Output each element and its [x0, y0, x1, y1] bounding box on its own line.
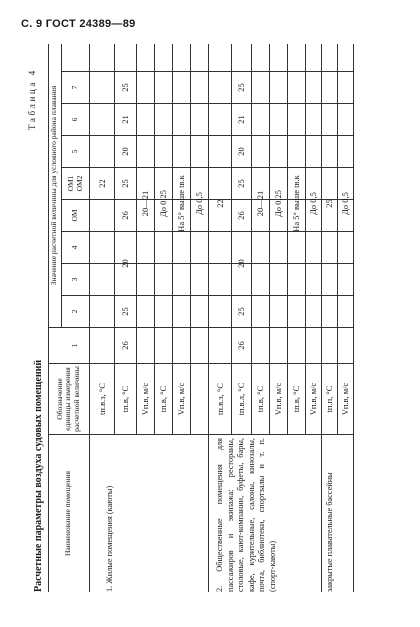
designation-cell: tп.в, °C: [291, 385, 302, 413]
value-span-cell: 22: [214, 199, 225, 208]
table-title: Расчетные параметры воздуха судовых помещений: [33, 359, 44, 592]
value-cell: 26: [236, 341, 247, 350]
designation-cell: tп.в, °C: [255, 385, 266, 413]
designation-cell: Vп.в, м/с: [140, 382, 151, 416]
designation-cell: tп.в, °C: [120, 385, 131, 413]
value-cell: 25: [236, 83, 247, 92]
designation-cell: tп.в.з, °C: [214, 383, 225, 415]
value-cell: 26: [236, 211, 247, 220]
value-cell: 20: [236, 147, 247, 156]
col-header-group: Значение расчетной величины для условного района плавания: [49, 85, 59, 286]
table-bottom-border: [353, 44, 354, 592]
header-bottom-border: [89, 44, 90, 592]
room-name-1: 1. Жилые помещения (каюты): [105, 485, 114, 592]
col-number: 4: [70, 245, 80, 250]
col-number: ОМ1 ОМ2: [66, 175, 84, 192]
rotated-table-block: [25, 40, 355, 600]
value-cell: 25: [120, 307, 131, 316]
value-cell: 25: [120, 83, 131, 92]
page-header: С. 9 ГОСТ 24389—89: [21, 18, 136, 30]
room-name-3: закрытые плавательные бассейны: [325, 472, 334, 592]
value-cell: 26: [120, 211, 131, 220]
col-number: 3: [70, 277, 80, 282]
designation-cell: Vп.в, м/с: [273, 382, 284, 416]
col-number: 2: [70, 309, 80, 314]
value-cell: 26: [120, 341, 131, 350]
value-span-cell: На 5° выше tв.к: [176, 175, 187, 232]
value-cell: 21: [120, 115, 131, 124]
designation-cell: tп.в.л, °C: [236, 382, 247, 416]
col-divider-name: [48, 434, 353, 435]
value-span-cell: До 0,5: [340, 192, 351, 215]
designation-cell: tп.в, °C: [158, 385, 169, 413]
value-span-cell: На 5° выше tв.к: [291, 175, 302, 232]
col-number: 7: [70, 85, 80, 90]
value-span-cell: До 0,5: [194, 192, 205, 215]
value-cell: 22: [96, 179, 107, 188]
value-cell: 20: [236, 259, 247, 268]
col-number: 6: [70, 117, 80, 122]
value-cell: 25: [236, 179, 247, 188]
col-header-name: Наименование помещения: [63, 471, 73, 556]
col-number: ОМ: [70, 209, 80, 222]
designation-cell: Vп.в, м/с: [340, 382, 351, 416]
designation-cell: Vп.в, м/с: [308, 382, 319, 416]
value-cell: 20: [120, 259, 131, 268]
col-header-designation: Обозначение единицы измерения расчетной величины: [55, 366, 81, 432]
col-number: 5: [70, 149, 80, 154]
value-span-cell: 20—21: [255, 190, 266, 217]
designation-cell: tп.п, °C: [324, 385, 335, 413]
value-span-cell: До 0,25: [158, 189, 169, 218]
value-span-cell: До 0,5: [308, 192, 319, 215]
value-span-cell: 25: [324, 199, 335, 208]
table-label: Таблица 4: [27, 68, 37, 130]
value-cell: 20: [120, 147, 131, 156]
value-cell: 21: [236, 115, 247, 124]
designation-cell: tп.в.з, °C: [96, 383, 107, 415]
col-number: 1: [70, 343, 80, 348]
value-span-cell: До 0,25: [273, 189, 284, 218]
value-cell: 25: [120, 179, 131, 188]
designation-cell: Vп.в, м/с: [176, 382, 187, 416]
value-cell: 25: [236, 307, 247, 316]
room-name-2: 2. Общественные помещения для пассажиров и экипажа: рестораны, столовые, кают-компании, буфеты, бары, кафе, курительные, салоны, кинозалы, почта, библиотеки, спортзалы и т. п. (спорт-каюты): [215, 438, 278, 592]
value-span-cell: 20—21: [140, 190, 151, 217]
